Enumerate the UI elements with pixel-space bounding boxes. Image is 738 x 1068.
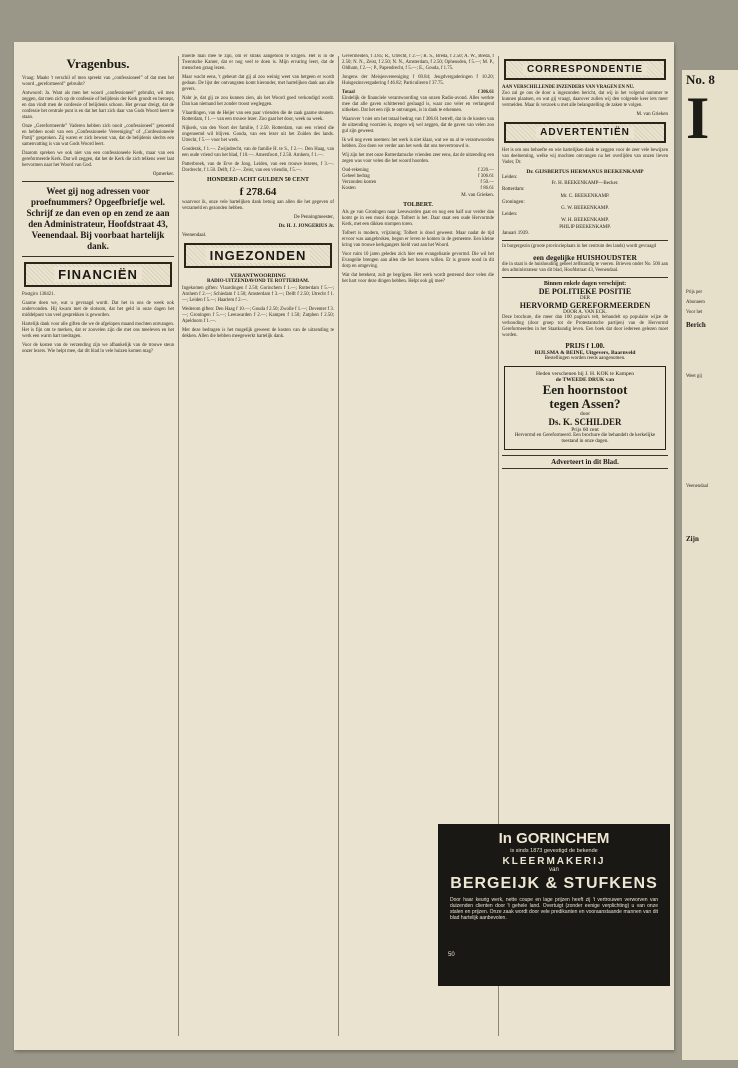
paragraph: Postgiro 138421. [22, 292, 55, 297]
ad-title: Een hoornstoot [542, 382, 628, 398]
fragment: Veenendaal [686, 484, 709, 489]
family-line: Leiden: [502, 212, 518, 218]
family-line: Fr. H. BEEKENKAMP—Becker. [551, 181, 619, 187]
paragraph: waarvoor ik, onze vele hartelijken dank betuig aan allen die het gegeven of verzameld en gezonden hebben. [182, 200, 334, 211]
correspondentie-subheading: AAN VERSCHILLENDE INZENDERS VAN VRAGEN EN NU. [502, 85, 635, 90]
family-line: Mr. C. BEEKENKAMP. [560, 193, 610, 199]
paragraph: Deze brochure, die meer dan 100 pagina's telt, behandelt op populaire wijze de verhouding (door groep tot de Protestantsche partijen) van de Hervormd Gereformeerden in het Staatkundig leven. Een boek dat door iedereen gelezen moet worden. [502, 315, 668, 339]
ad-established: is sinds 1873 gevestigd de bekende [510, 848, 598, 854]
paragraph: Eindelijk de financiele verantwoording van onzen Radio-avond. Alles werkte mee dat alle gaven schitterend geslaagd is, waar zoo veler en verlangend uitkeken. Dat het een rijk te ontvangen, is in dank te erkennen. [342, 96, 494, 113]
column-divider [338, 56, 339, 1036]
fragment: Abonnem [686, 300, 705, 305]
list-value: f 220.— [478, 168, 494, 173]
fragment: Weet gij [686, 374, 702, 379]
paragraph: Wij zijn het met onze Rotterdamsche vrienden zeer eens, dat de uitzending een zegen was voor velen die het woord hoorden. [342, 153, 494, 164]
paragraph: Ingekomen giften: Vlaardingen f 2.50; Gorinchem f 1.—; Rotterdam f 5.—; Arnhem f 2.—; Schiedam f 1.50; Amsterdam f 3.—; Delft f 2.50; Utrecht f 1.—; Leiden f 5.—; Haarlem f 2.—. [182, 286, 334, 303]
signature: M. van Grieken. [461, 193, 494, 198]
ad-intro: Heden verschenen bij J. H. KOK te Kampen [536, 371, 634, 378]
paragraph: Gevermeiden, f 3.85; R., Utrecht, f 2.—; R. S., Breda, f 2.50; A. W., Breda, f 2.50; N. N., Zeist, f 2.50; N. N., Amsterdam, f 2.50; Opheusden, f 5.—; M. P., Oldham, f 2.—; P., Papendrecht, f 5.—; E., Gouda, f 1.75. [342, 54, 494, 71]
binnenkort-label: Binnen enkele dagen verschijnt: [543, 281, 627, 288]
paragraph: Voor de kosten van de verzending zijn we afhankelijk van de trouwe steun onzer lezers. Wie helpt mee, dat dit blad in vele huizen komen mag? [22, 343, 174, 354]
ad-company-name: BERGEIJK & STUFKENS [450, 875, 658, 892]
paragraph: In burgergezin (groote provincieplaats in het centrum des lands) wordt gevraagd [502, 244, 657, 250]
ad-city: In GORINCHEM [498, 830, 610, 847]
paragraph: Daarom spreken we ook niet van een confessioneele Kerk, maar van een gereformeerde Kerk. Dat wil zeggen, dat het de Kerk die zich telkens weer laat hervormen naar het Woord van God. [22, 151, 174, 168]
ingezonden-subheading: VERANTWOORDING [230, 273, 286, 279]
vragenbus-heading: Vragenbus. [66, 56, 130, 71]
paragraph: Gaarne doen we, wat u gevraagd wordt. Dat het in ons de week ook ondervonden. Hij kwam met de slotsom, dat het geld in onze dagen het middelpunt van veel gesprekken is geworden. [22, 301, 174, 318]
paragraph: Het is om ons behoefte en wie hartelijken dank te zeggen voor de zeer vele bewijzen van deelneming, welke wij mochten ontvangen na het overlijden van onzen lieven Vader, Dr. [502, 148, 668, 165]
brochure-title: HERVORMD GEREFORMEERDEN [519, 301, 651, 311]
family-line: Rotterdam: [502, 187, 525, 193]
page-number: 50 [448, 952, 455, 958]
list-item [342, 186, 494, 192]
list-label: Oud-rekening [342, 168, 369, 173]
brochure-price: PRIJS f 1.00. [565, 342, 605, 351]
list-label: Kosten [342, 186, 356, 191]
total-label: HONDERD ACHT GULDEN 50 CENT [207, 177, 309, 183]
signature: M. van Grieken [636, 112, 668, 117]
list-label: Totaal [342, 90, 355, 95]
masthead-letter: I [686, 85, 710, 151]
list-value: f 86.61 [480, 186, 494, 191]
financien-heading: FINANCIËN [54, 267, 142, 282]
paragraph: Wat dat betekent, zult ge begrijpen. Het werk wordt gesteund door velen die het hart voor deze dingen hebben. Helpt ook gij mee? [342, 273, 494, 284]
total-amount: f 278.64 [239, 186, 277, 198]
correspondentie-heading: CORRESPONDENTIE [523, 64, 647, 75]
paragraph: Hartelijk dank voor alle giften die we de afgelopen maand mochten ontvangen. Het is fijn om te merken, dat er zoovelen zijn die met ons meeleven en het werk een warm hart toedragen. [22, 322, 174, 339]
paragraph: Tolbert is modern, vrijzinnig; Tolbert is dood geweest. Maar nadat de tijd ervoor was aangebroken, begon er leven te komen in de gemeente. Een kleine kring van trouwe kerkgangers hield vast aan het Woord. [342, 231, 494, 248]
paragraph: Patterbroek, van de Erve de Jong. Leiden, van een trouwe lezeres, f 3.—. Dordrecht, f 1.50. Delft, f 2.—. Zeist, van een vriendin, f 5.—. [182, 162, 334, 173]
paragraph: Als ge van Groningen naar Leeuwarden gaat en nog een half uur verder dan komt ge in een mooi dorpje. Tolbert is het. Daar staat een oude Hervormde Kerk, met een dikken stompen toren. [342, 210, 494, 227]
brochure-title: DER [580, 296, 590, 302]
ad-van: van [549, 867, 559, 873]
closing-signature: De Penningmeester, [293, 215, 334, 220]
ad-text: Door haar keurig werk, nette coupe en lage prijzen heeft zij 't vertrouwen verworven van duizenden clienten door 't gehele land. Overtuigt (zonder eenige verplichting) u van onze stalen en prijzen. Onze zaak wordt door vele predikanten en vooraanstaande mannen van dit blad hartelijk aanbevolen. [450, 897, 658, 921]
financien-banner [24, 262, 172, 287]
list-value: f 306.61 [478, 174, 494, 179]
paragraph: Waarover 't niet om het totaal bedrag van f 306.61 betreft, dat in de kosten van de uitzending voorzien is, mogen wij wel zeggen, dat de gaven van velen zoo gul zijn geweest. [342, 117, 494, 134]
fragment: Voor het [686, 310, 703, 315]
family-list [502, 175, 668, 237]
advertentien-banner [504, 122, 666, 143]
ingezonden-subheading-2: RADIO-UITZENDAVOND TE ROTTERDAM. [206, 279, 310, 284]
paragraph: Wederom giften: Den Haag f 10.—; Gouda f 2.50; Zwolle f 1.—; Deventer f 3.—; Groningen f 5.—; Leeuwarden f 2.—; Kampen f 1.50; Zutphen f 2.50; Apeldoorn f 1.—. [182, 307, 334, 324]
paragraph: Jongens der Meisjesvereeniging f 69.84; Jeugdvergaderingen f 10.20; Huisgezinsvergadering f 46.82; Particulieren f 37.75. [342, 75, 494, 86]
ad-edition: de TWEEDE DRUK van [555, 377, 615, 384]
bergeijk-stufkens-ad [438, 824, 670, 986]
correspondentie-banner [504, 59, 666, 80]
ingezonden-banner [184, 243, 332, 268]
fragment: Zijn [686, 535, 699, 543]
family-line: W. H. BEEKENKAMP. [561, 218, 609, 224]
brochure-title: DE POLITIEKE POSITIE [538, 287, 632, 297]
deceased-name: Dr. GIJSBERTUS HERMANUS BEEKENKAMP [526, 169, 644, 175]
adverteert-notice: Adverteert in dit Blad. [502, 455, 668, 469]
paragraph: Gouderak, f 1.—. Zwijndrecht, van de familie H. te S., f 2.—. Den Haag, van een oude vriend van het blad, f 10.—. Amersfoort, f 2.50. Arnhem, f 1.—. [182, 147, 334, 158]
hoornstoot-ad [504, 366, 666, 450]
next-page-edge [682, 70, 738, 1060]
ad-price: Prijs 60 cent [571, 427, 599, 434]
huishoudster-heading: een degelijke HUISHOUDSTER [533, 253, 637, 263]
brochure-publisher: BIJLSMA & BEINE, Uitgevers, Baarnveld [534, 350, 636, 357]
list-label: Verzonden kosten [342, 180, 377, 185]
ad-by: door [579, 411, 591, 418]
paragraph: Nahr je, dat gij ze zou kunnen zien, als het Woord goed verkondigd wordt. Dan kan niemand het zonder troost wegleggen. [182, 96, 334, 107]
brochure-author: DOOR A. VAN ECK. [563, 310, 607, 316]
paragraph: Maar wacht eens, 't gebeurt dat gij al zoo weinig weet van hetgeen er wordt gedaan. De lijst der ontvangsten komt hieronder, met hartelijken dank aan alle gevers. [182, 75, 334, 92]
paragraph: Vlaardingen, van de Heijer van een paar vrienden die de zaak gaarne steunen. Rotterdam, f 1.— van een trouwe lezer. Zoo gaat het door, week na week. [182, 111, 334, 122]
family-line: Januari 1939. [502, 230, 529, 236]
fragment: Prijs per [686, 290, 703, 295]
list-value: f 50.— [480, 180, 494, 185]
paragraph: moeite man mee te zijn, om er straks aangetoon te krijgen. Het is in de Twentsche Kamer, dat er nog veel te doen is. Mijn ervaring leert, dat de menschen graag lezen. [182, 54, 334, 71]
list-value: f 306.61 [478, 90, 494, 95]
advertentien-heading: ADVERTENTIËN [536, 127, 634, 138]
brochure-order: Bestellingen worden reeds aangenomen. [544, 356, 626, 362]
paragraph: die in staat is de huishouding geheel zelfstandig te voeren. Brieven onder No. 500 aan den administrateur van dit blad, Hoofdstraat 43, Veenendaal. [502, 262, 668, 274]
paragraph: Zoo zal ge ons de door u ingezonden bericht, dat wij in het volgend nummer te kunnen plaatsen, en wat gij vraagt, daarover zullen wij den volgende keer iets meer vermelden. Maar ik verzoek u met alle belangstelling de zaken te volgen. [502, 91, 668, 108]
ingezonden-heading: INGEZONDEN [206, 248, 311, 263]
closing-place: Veenendaal. [182, 233, 207, 238]
issue-number: No. 8 [686, 72, 715, 87]
signature: Opmerker. [152, 172, 174, 177]
family-line: Groningen: [502, 199, 525, 205]
ad-author: Ds. K. SCHILDER [548, 417, 622, 428]
paragraph: Onze „Gereformeerde” Vaderen hebben zich nooit „confessioneel” genoemd en hebben nooit van een „Confessioneele Vereeniging” of „Confessioneele Partij” gesproken. Zij waren er zich bewust van, dat de belijdenis slechts een samenvatting is van wat Gods Woord leert. [22, 124, 174, 147]
proefnummer-notice: Weet gij nog adressen voor proefnummers? Opgeefbriefje wel. Schrijf ze dan even op en zend ze aan den Administrateur, Hoofdstraat 43, Veenendaal. Bij voorbaat hartelijk dank. [22, 181, 174, 257]
column-divider [178, 56, 179, 1036]
family-line: PHILIP BEEKENKAMP. [559, 224, 611, 230]
closing-name: Dr. H. J. JONGERIUS Jr. [278, 224, 334, 229]
family-line: G. W. BEEKENKAMP. [561, 206, 609, 212]
paragraph: Nijkerk, van den Voort der familie, f 2.50. Rotterdam, van een vriend die ongenoemd wil blijven. Gouda, van een lezer uit het Zuiden des lands. Utrecht, f 5.— voor het werk. [182, 126, 334, 143]
fragment: Berich [686, 321, 706, 329]
tolbert-heading: TOLBERT. [403, 202, 433, 208]
ad-title: tegen Assen? [549, 396, 621, 412]
paragraph: Met deze bedragen is het mogelijk geweest de kosten van de uitzending te dekken. Allen die hebben meegewerkt hartelijk dank. [182, 328, 334, 339]
paragraph: Voor ruim 10 jaren geleden zich hier een evangelisatie gevormd. Die wil het Evangelie brengen aan allen die het hooren willen. Er is groote nood in dit dorp en omgeving. [342, 252, 494, 269]
ad-note: Hervormd en Gereformeerd. Een brochure die behandelt de kerkelijke toestand in onze dagen. [514, 433, 656, 445]
list-label: Geheel bedrag [342, 174, 370, 179]
paragraph: Ik wil nog even noemen: het werk is niet klaar, wat we nu al te verantwoorden hebben. Zoo doen we verder aan het werk dat ons toevertrouwd is. [342, 138, 494, 149]
column-1 [22, 54, 174, 1042]
ad-business: KLEERMAKERIJ [502, 856, 606, 867]
paragraph: Antwoord: Ja. Want als men het woord „confessioneel” gebruikt, wil men zeggen, dat men zich op de confessie of belijdenis der Kerk grondt en beroept, en dan vindt men de confessie of belijdenis schoon. Het gevaar dreigt, dat de confessie het centrale punt is en dat het hart zich daar van Gods Woord keert te staan. [22, 91, 174, 120]
newspaper-page [14, 42, 674, 1050]
column-2 [182, 54, 334, 1042]
paragraph: Vraag: Maakt 't verschil of men spreekt van „confessioneel” of dat men het woord „gereformeerd” gebruikt? [22, 76, 174, 87]
family-line: Leiden: [502, 175, 518, 180]
